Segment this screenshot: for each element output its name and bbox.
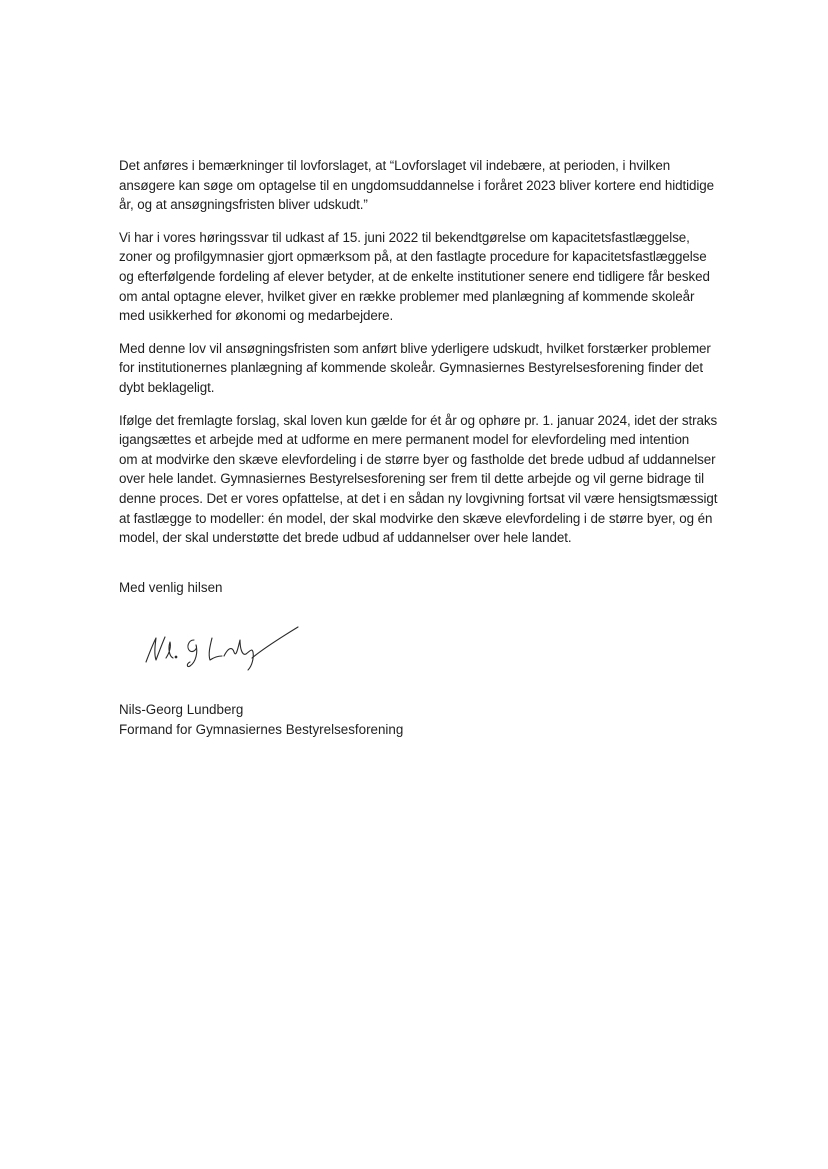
text-line: ansøgere kan søge om optagelse til en ungdomsuddannelse i foråret 2023 bliver kortere end hidtidige	[119, 177, 715, 193]
letter-body	[119, 156, 731, 561]
text-line: med usikkerhed for økonomi og medarbejdere.	[119, 308, 394, 324]
paragraph-3	[119, 339, 731, 398]
signer-name: Nils-Georg Lundberg	[119, 702, 244, 717]
text-line: at fastlægge to modeller: én model, der skal modvirke den skæve elevfordeling i de større byer, og én	[119, 510, 713, 526]
text-line: Ifølge det fremlagte forslag, skal loven kun gælde for ét år og ophøre pr. 1. januar 2024, idet der straks	[119, 412, 718, 428]
signer-title: Formand for Gymnasiernes Bestyrelsesforening	[119, 722, 404, 737]
text-line: model, der skal understøtte det brede udbud af uddannelser over hele landet.	[119, 530, 572, 546]
text-line: om at modvirke den skæve elevfordeling i de større byer og fastholde det brede udbud af uddannelser	[119, 451, 716, 467]
text-line: Med denne lov vil ansøgningsfristen som anført blive yderligere udskudt, hvilket forstærker problemer	[119, 340, 711, 356]
text-line: år, og at ansøgningsfristen bliver udskudt.”	[119, 197, 368, 213]
text-line: dybt beklageligt.	[119, 379, 215, 395]
text-line: over hele landet. Gymnasiernes Bestyrelsesforening ser frem til dette arbejde og vil gerne bidrage til	[119, 471, 705, 487]
paragraph-1	[119, 156, 731, 215]
closing-greeting: Med venlig hilsen	[119, 580, 223, 595]
handwritten-signature	[140, 618, 310, 678]
text-line: for institutionernes planlægning af kommende skoleår. Gymnasiernes Bestyrelsesforening finder det	[119, 360, 703, 376]
paragraph-4	[119, 411, 731, 548]
text-line: og efterfølgende fordeling af elever betyder, at de enkelte institutioner senere end tidligere får besked	[119, 268, 710, 284]
text-line: om antal optagne elever, hvilket giver en række problemer med planlægning af kommende skoleår	[119, 288, 695, 304]
text-line: denne proces. Det er vores opfattelse, at det i en sådan ny lovgivning fortsat vil være hensigtsmæssigt	[119, 490, 718, 506]
text-line: Det anføres i bemærkninger til lovforslaget, at “Lovforslaget vil indebære, at perioden, i hvilken	[119, 158, 671, 173]
text-line: Vi har i vores høringssvar til udkast af 15. juni 2022 til bekendtgørelse om kapacitetsfastlæggelse,	[119, 229, 690, 245]
signer-block	[119, 700, 403, 740]
text-line: zoner og profilgymnasier gjort opmærksom på, at den fastlagte procedure for kapacitetsfastlæggelse	[119, 249, 707, 265]
text-line: igangsættes et arbejde med at udforme en mere permanent model for elevfordeling med intention	[119, 432, 690, 448]
paragraph-2	[119, 228, 731, 326]
